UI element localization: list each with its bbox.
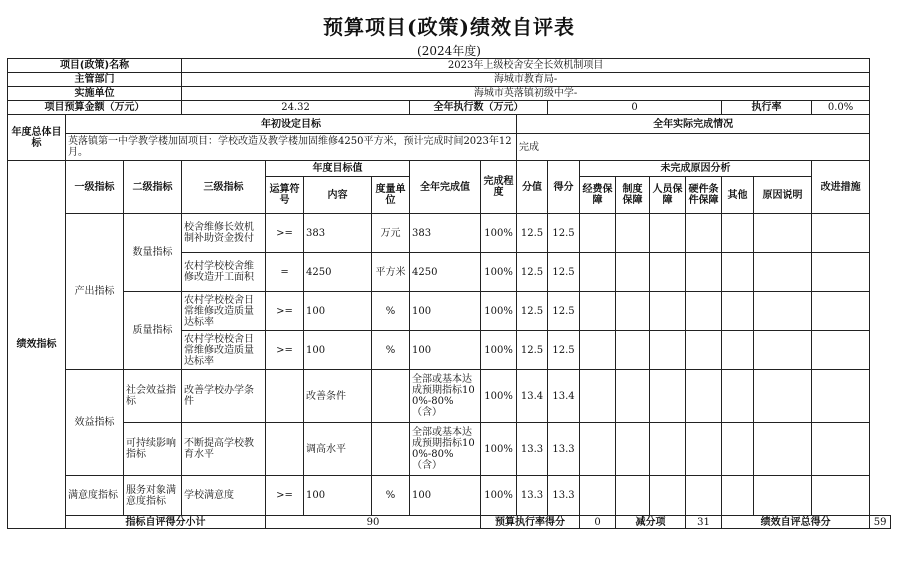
- row-content: 100: [304, 331, 372, 370]
- exec-label: 全年执行数（万元）: [410, 101, 548, 115]
- row-score: 13.3: [517, 423, 548, 476]
- row-l3: 农村学校校舍日常维修改造质量达标率: [182, 331, 266, 370]
- deduct-label: 减分项: [616, 516, 686, 529]
- row-content: 383: [304, 214, 372, 253]
- group-social: 社会效益指标: [124, 370, 182, 423]
- initial-goal-label: 年初设定目标: [66, 115, 517, 134]
- row-score: 13.4: [517, 370, 548, 423]
- row-op: >=: [266, 292, 304, 331]
- project-name-label: 项目(政策)名称: [8, 59, 182, 73]
- row-l3: 农村学校校舍维修改造开工面积: [182, 253, 266, 292]
- row-unit: %: [372, 292, 410, 331]
- header-l2: 二级指标: [124, 161, 182, 214]
- evaluation-sheet: [7, 9, 891, 529]
- row-got: 12.5: [548, 253, 580, 292]
- initial-goal-text: 英落镇第一中学教学楼加固项目：学校改造及教学楼加固维修4250平方米，预计完成时间2023年12月。: [66, 134, 517, 161]
- unit-label: 实施单位: [8, 87, 182, 101]
- row-got: 12.5: [548, 292, 580, 331]
- budget-score-label: 预算执行率得分: [481, 516, 580, 529]
- row-degree: 100%: [481, 292, 517, 331]
- header-op: 运算符号: [266, 177, 304, 214]
- dept-value: 海城市教育局-: [182, 73, 870, 87]
- dept-label: 主管部门: [8, 73, 182, 87]
- row-score: 12.5: [517, 292, 548, 331]
- row-degree: 100%: [481, 370, 517, 423]
- rate-value: 0.0%: [812, 101, 870, 115]
- row-got: 12.5: [548, 331, 580, 370]
- group-output: 产出指标: [66, 214, 124, 370]
- header-actual: 全年完成值: [410, 161, 481, 214]
- row-content: 100: [304, 476, 372, 516]
- exec-value: 0: [548, 101, 722, 115]
- subtotal-value: 90: [266, 516, 481, 529]
- row-op: >=: [266, 214, 304, 253]
- row-l3: 农村学校校舍日常维修改造质量达标率: [182, 292, 266, 331]
- row-l3: 学校满意度: [182, 476, 266, 516]
- row-unit: [372, 370, 410, 423]
- row-l3: 改善学校办学条件: [182, 370, 266, 423]
- row-degree: 100%: [481, 214, 517, 253]
- row-unit: 万元: [372, 214, 410, 253]
- actual-completion-text: 完成: [517, 134, 870, 161]
- row-got: 12.5: [548, 214, 580, 253]
- row-actual: 383: [410, 214, 481, 253]
- row-score: 12.5: [517, 214, 548, 253]
- header-reason-group: 未完成原因分析: [580, 161, 812, 177]
- row-actual: 100: [410, 292, 481, 331]
- row-degree: 100%: [481, 423, 517, 476]
- evaluation-table: [7, 58, 891, 529]
- row-content: 4250: [304, 253, 372, 292]
- unit-value: 海城市英落镇初级中学-: [182, 87, 870, 101]
- group-service: 服务对象满意度指标: [124, 476, 182, 516]
- row-got: 13.4: [548, 370, 580, 423]
- total-value: 59: [870, 516, 891, 529]
- row-actual: 100: [410, 331, 481, 370]
- row-got: 13.3: [548, 476, 580, 516]
- header-got: 得分: [548, 161, 580, 214]
- row-op: =: [266, 253, 304, 292]
- total-label: 绩效自评总得分: [722, 516, 870, 529]
- row-degree: 100%: [481, 253, 517, 292]
- row-unit: [372, 423, 410, 476]
- page-title: 预算项目(政策)绩效自评表: [323, 15, 575, 39]
- group-quality: 质量指标: [124, 292, 182, 370]
- row-actual: 100: [410, 476, 481, 516]
- row-degree: 100%: [481, 476, 517, 516]
- row-score: 12.5: [517, 253, 548, 292]
- header-target-group: 年度目标值: [266, 161, 410, 177]
- header-l3: 三级指标: [182, 161, 266, 214]
- row-op: >=: [266, 476, 304, 516]
- row-score: 13.3: [517, 476, 548, 516]
- header-r6: 原因说明: [754, 177, 812, 214]
- project-name: 2023年上级校舍安全长效机制项目: [182, 59, 870, 73]
- row-actual: 4250: [410, 253, 481, 292]
- row-op: [266, 423, 304, 476]
- deduct-value: 31: [686, 516, 722, 529]
- row-got: 13.3: [548, 423, 580, 476]
- rate-label: 执行率: [722, 101, 812, 115]
- row-degree: 100%: [481, 331, 517, 370]
- subtotal-label: 指标自评得分小计: [66, 516, 266, 529]
- row-op: >=: [266, 331, 304, 370]
- group-benefit: 效益指标: [66, 370, 124, 476]
- row-content: 改善条件: [304, 370, 372, 423]
- header-content: 内容: [304, 177, 372, 214]
- header-l1: 一级指标: [66, 161, 124, 214]
- group-sustain: 可持续影响指标: [124, 423, 182, 476]
- row-unit: %: [372, 331, 410, 370]
- header-r2: 制度保障: [616, 177, 650, 214]
- header-improve: 改进措施: [812, 161, 870, 214]
- header-degree: 完成程度: [481, 161, 517, 214]
- row-content: 调高水平: [304, 423, 372, 476]
- header-r5: 其他: [722, 177, 754, 214]
- group-quantity: 数量指标: [124, 214, 182, 292]
- row-content: 100: [304, 292, 372, 331]
- budget-label: 项目预算金额（万元）: [8, 101, 182, 115]
- header-r4: 硬件条件保障: [686, 177, 722, 214]
- row-actual: 全部或基本达成预期指标100%-80%（含）: [410, 423, 481, 476]
- row-actual: 全部或基本达成预期指标100%-80%（含）: [410, 370, 481, 423]
- page-year: (2024年度): [417, 44, 481, 58]
- row-l3: 校舍维修长效机制补助资金拨付: [182, 214, 266, 253]
- row-op: [266, 370, 304, 423]
- row-score: 12.5: [517, 331, 548, 370]
- row-unit: 平方米: [372, 253, 410, 292]
- budget-score-value: 0: [580, 516, 616, 529]
- row-l3: 不断提高学校教育水平: [182, 423, 266, 476]
- overall-goal-label: 年度总体目标: [8, 115, 66, 161]
- perf-indicator-label: 绩效指标: [8, 161, 66, 529]
- header-r3: 人员保障: [650, 177, 686, 214]
- group-satisfaction: 满意度指标: [66, 476, 124, 516]
- header-score: 分值: [517, 161, 548, 214]
- budget-value: 24.32: [182, 101, 410, 115]
- actual-completion-label: 全年实际完成情况: [517, 115, 870, 134]
- header-unit: 度量单位: [372, 177, 410, 214]
- header-r1: 经费保障: [580, 177, 616, 214]
- row-unit: %: [372, 476, 410, 516]
